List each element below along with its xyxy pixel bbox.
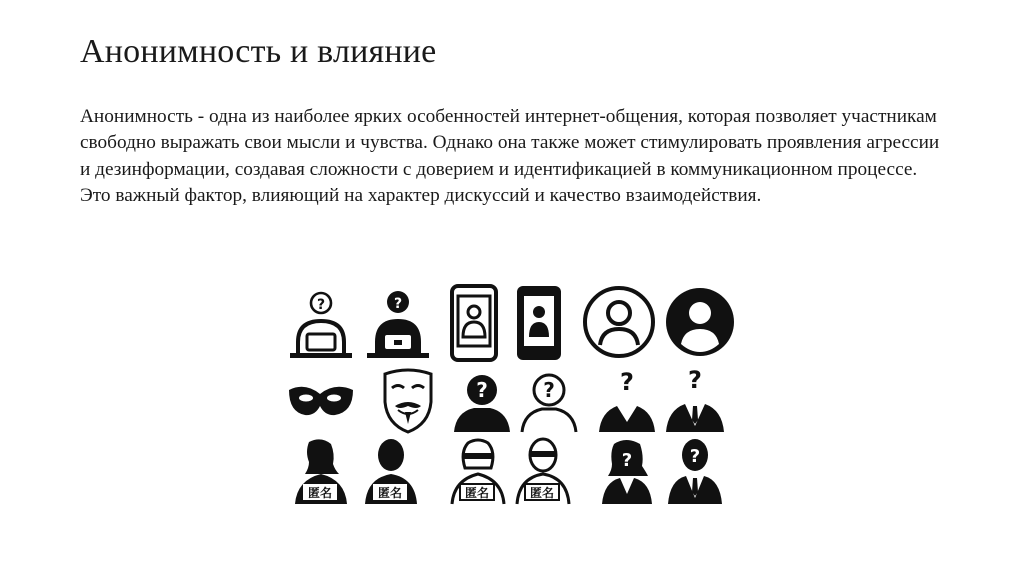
phone-profile-filled-icon bbox=[517, 286, 561, 360]
anonymous-laptop-user-filled-icon bbox=[367, 291, 429, 358]
slide-paragraph: Анонимность - одна из наиболее ярких особенностей интернет-общения, которая позволяет участникам свободно выражать свои мысли и чувства. Однако она также может стимулировать проявления агрессии и дезинформации, создавая сложности с доверием и идентификацией в коммуникационном процессе. Это важный фактор, влияющий на характер дискуссий и качество взаимодействия. bbox=[80, 106, 940, 206]
svg-text:?: ? bbox=[393, 296, 403, 312]
unknown-woman-dark-icon bbox=[602, 440, 652, 504]
svg-text:匿名: 匿名 bbox=[377, 486, 403, 500]
anonymous-badge-woman-filled-icon bbox=[295, 439, 347, 504]
anonymous-badge-man-outline-icon bbox=[517, 439, 569, 504]
svg-text:匿名: 匿名 bbox=[307, 486, 333, 500]
svg-text:?: ? bbox=[543, 378, 555, 402]
svg-text:?: ? bbox=[689, 446, 701, 467]
unknown-person-filled-icon bbox=[454, 375, 510, 432]
svg-text:?: ? bbox=[621, 450, 633, 471]
slide-title: Анонимность и влияние bbox=[80, 33, 437, 70]
svg-text:匿名: 匿名 bbox=[529, 486, 555, 500]
anonymous-badge-man-filled-icon bbox=[365, 439, 417, 504]
svg-text:?: ? bbox=[476, 378, 488, 402]
anonymity-icons-grid: ? ? ? ? ? ? ? 匿名 匿名 匿名 匿名 ? ? bbox=[265, 272, 765, 522]
unknown-man-dark-icon bbox=[668, 439, 722, 504]
svg-text:?: ? bbox=[316, 297, 326, 313]
svg-text:?: ? bbox=[620, 368, 634, 396]
phone-profile-outline-icon bbox=[452, 286, 496, 360]
unknown-person-outline-icon bbox=[522, 375, 576, 432]
user-circle-filled-icon bbox=[666, 288, 734, 356]
anonymous-laptop-user-outline-icon bbox=[290, 293, 352, 358]
anonymous-badge-woman-outline-icon bbox=[452, 440, 504, 504]
user-circle-outline-icon bbox=[585, 288, 653, 356]
eye-mask-icon bbox=[289, 387, 353, 415]
unknown-man-suit-icon bbox=[666, 366, 724, 432]
unknown-woman-suit-icon bbox=[599, 368, 655, 432]
svg-text:匿名: 匿名 bbox=[464, 486, 490, 500]
guy-fawkes-mask-icon bbox=[385, 370, 431, 432]
svg-text:?: ? bbox=[688, 366, 702, 394]
